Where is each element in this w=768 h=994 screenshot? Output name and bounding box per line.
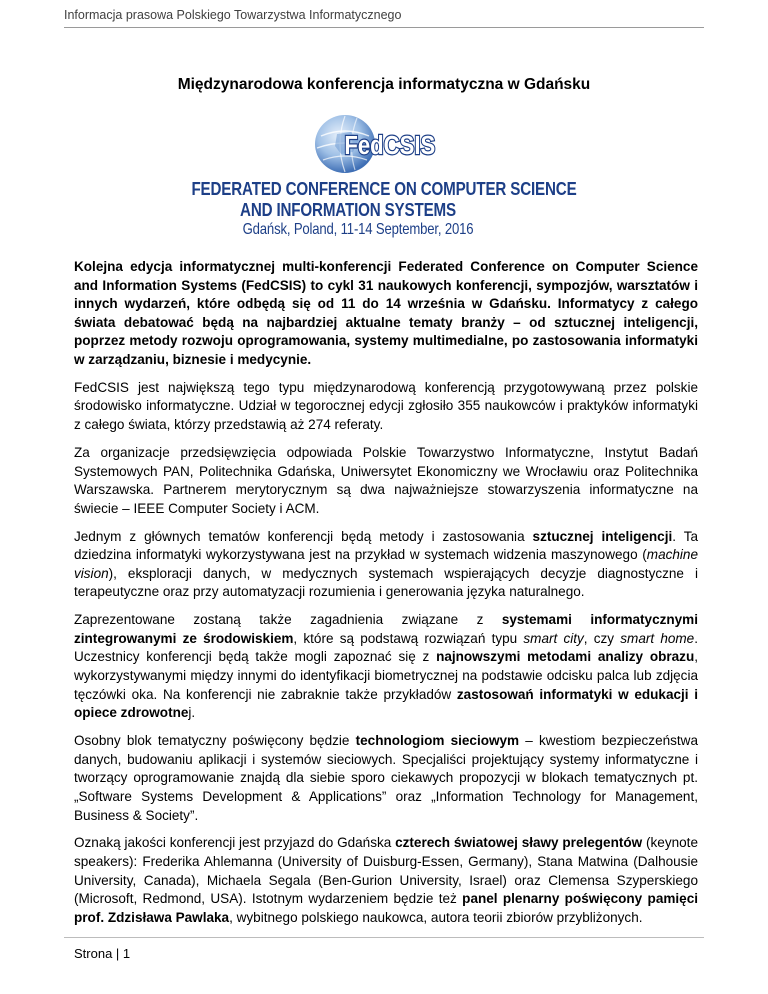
paragraph-text: Za organizacje przedsięwzięcia odpowiada Polskie Towarzystwo Informatyczne, Instytut Badań Systemowych PAN, Politechnika Gdańska, Uniwersytet Ekonomiczny we Wrocławiu oraz Politechnika Warszawska. Partnerem merytorycznym są dwa najważniejsze stowarzyszenia informatyczne na świecie – IEEE Computer Society i ACM. (74, 444, 698, 516)
running-header: Informacja prasowa Polskiego Towarzystwa Informatycznego (64, 8, 402, 22)
paragraph-text: , które są podstawą rozwiązań typu (293, 630, 524, 646)
conference-name-line-1: FEDERATED CONFERENCE ON COMPUTER SCIENCE (191, 178, 577, 199)
paragraph-text: (keynote speakers): Frederika Ahlemanna (University of Duisburg-Essen, Germany), Stana Matwina (Dalhousie University, Canada), Michaela Segala (Ben-Gurion University, Israel) oraz Clemensa Szyperskiego (Microsoft, Redmond, USA). Istotnym wydarzeniem będzie też (74, 835, 698, 907)
paragraph-text: . Ta dziedzina informatyki wykorzystywana jest na przykład w systemach widzenia maszynowego ( (74, 528, 699, 563)
italic-text: machine vision (74, 547, 698, 581)
paragraph-text: , wybitnego polskiego naukowca, autora teorii zbiorów przybliżonych. (229, 909, 643, 925)
page-number: Strona | 1 (74, 946, 131, 961)
body-paragraph (74, 528, 698, 602)
paragraph-text: j. (188, 705, 196, 721)
article-body (74, 258, 698, 937)
body-paragraph (74, 379, 698, 435)
bold-text: systemami informatycznymi zintegrowanymi ze środowiskiem (74, 612, 698, 646)
paragraph-text: , czy (583, 630, 621, 646)
bold-text: czterech światowej sławy prelegentów (395, 835, 643, 851)
bold-text: panel plenarny poświęcony pamięci prof. Zdzisława Pawlaka (74, 891, 698, 925)
lead-paragraph (74, 258, 698, 370)
paragraph-text: FedCSIS jest największą tego typu międzynarodową konferencją przygotowywaną przez polskie środowisko informatyczne. Udział w tegorocznej edycji zgłosiło 355 naukowców i praktyków informatyki z całego świata, którzy przedstawią aż 274 referaty. (74, 379, 698, 433)
paragraph-text: Jednym z głównych tematów konferencji będą metody i zastosowania (74, 528, 533, 544)
italic-text: smart city (523, 630, 584, 646)
footer-divider (64, 937, 704, 938)
body-paragraph (74, 444, 698, 518)
paragraph-text: . Uczestnicy konferencji będą także mogli zapoznać się z (74, 630, 698, 665)
bold-text: technologiom sieciowym (355, 733, 520, 749)
conference-place-date: Gdańsk, Poland, 11-14 September, 2016 (242, 221, 474, 238)
bold-text: Kolejna edycja informatycznej multi-konferencji Federated Conference on Computer Science and Information Systems (FedCSIS) to cykl 31 naukowych konferencji, sympozjów, warsztatów i innych wydarzeń, które odbędą się od 11 do 14 września w Gdańsku. Informatycy z całego świata debatować będą na najbardziej aktualne tematy branży – od sztucznej inteligencji, poprzez metody rozwoju oprogramowania, systemy multimedialne, po zastosowania informatyki w zarządzaniu, biznesie i medycynie. (74, 259, 698, 367)
body-paragraph (74, 732, 698, 825)
paragraph-text: – kwestiom bezpieczeństwa danych, budowaniu aplikacji i systemów sieciowych. Specjaliści projektujący systemy informatyczne i tworzący oprogramowanie znajdą dla siebie sporo ciekawych propozycji w blokach tematycznych pt. „Software Systems Development & Applications” oraz „Information Technology for Management, Business & Society”. (74, 733, 698, 823)
paragraph-text: Oznaką jakości konferencji jest przyjazd do Gdańska (74, 835, 396, 851)
fedcsis-logo (307, 110, 436, 176)
paragraph-text: , wykorzystywanymi między innymi do identyfikacji biometrycznej na podstawie odcisku palca lub zdjęcia tęczówki oka. Na konferencji nie zabraknie także przykładów (74, 649, 698, 702)
conference-name-line-2: AND INFORMATION SYSTEMS (240, 199, 456, 220)
italic-text: smart home (620, 630, 695, 646)
paragraph-text: Osobny blok tematyczny poświęcony będzie (74, 733, 356, 749)
page-title: Międzynarodowa konferencja informatyczna w Gdańsku (177, 76, 591, 93)
bold-text: zastosowań informatyki w edukacji i opiece zdrowotne (74, 686, 699, 721)
paragraph-text: ), eksploracji danych, w medycznych systemach wspierających decyzje diagnostyczne i terapeutyczne oraz przy automatyzacji rozumienia i generowania języka naturalnego. (74, 565, 698, 600)
body-paragraph (74, 834, 698, 927)
paragraph-text: Zaprezentowane zostaną także zagadnienia związane z (74, 612, 502, 628)
body-paragraph (74, 611, 698, 723)
bold-text: najnowszymi metodami analizy obrazu (436, 649, 695, 665)
logo-wordmark: FedCSIS (344, 131, 436, 161)
bold-text: sztucznej inteligencji (532, 528, 673, 544)
header-divider (64, 27, 704, 28)
